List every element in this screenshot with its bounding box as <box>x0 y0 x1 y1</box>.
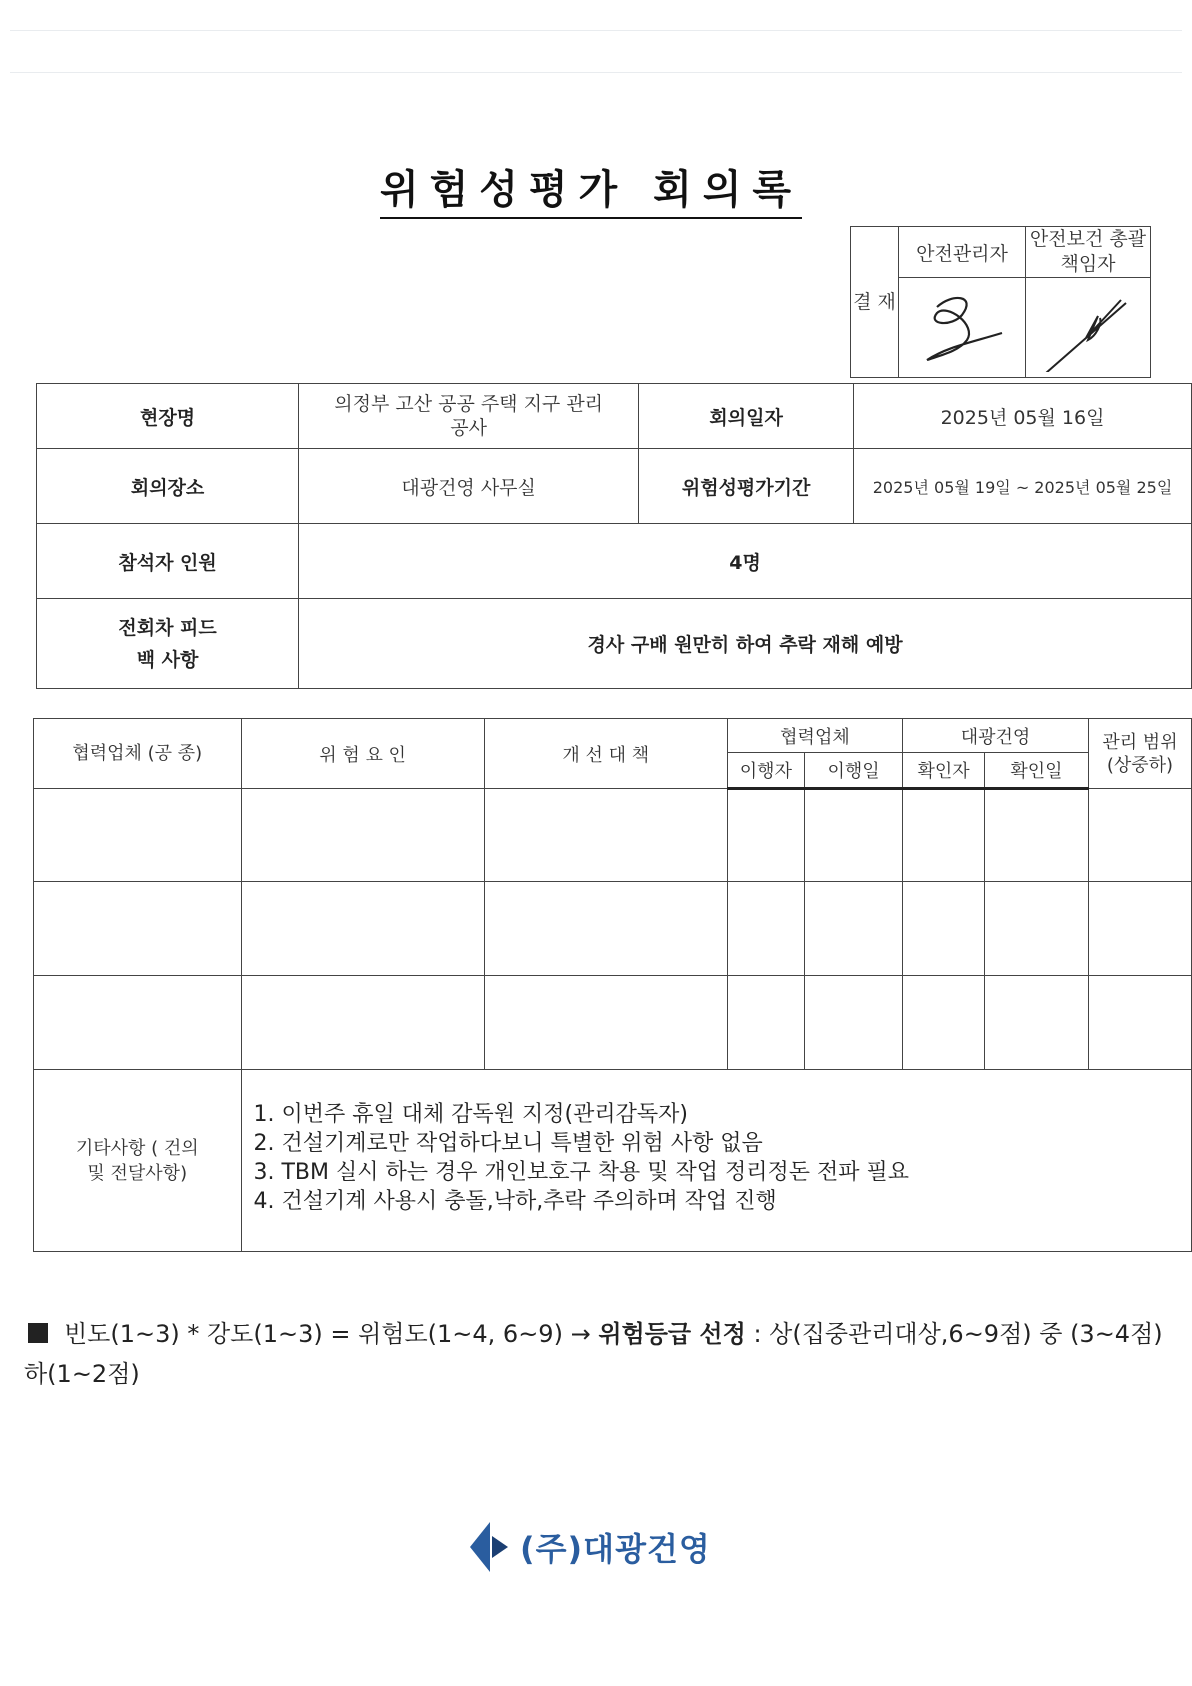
table-cell <box>903 882 985 976</box>
sub-date-header: 이행일 <box>804 753 902 789</box>
table-cell <box>34 882 242 976</box>
company-logo <box>468 1520 711 1574</box>
attendees-label: 참석자 인원 <box>37 524 299 599</box>
col-measure-header: 개 선 대 책 <box>484 719 727 789</box>
date-label: 회의일자 <box>639 384 854 449</box>
table-cell <box>484 789 727 882</box>
risk-grade-formula <box>24 1314 1164 1394</box>
table-cell <box>804 789 902 882</box>
col-partner-header: 협력업체 (공 종) <box>34 719 242 789</box>
table-cell <box>34 789 242 882</box>
note-item: 2. 건설기계로만 작업하다보니 특별한 위험 사항 없음 <box>253 1131 763 1156</box>
approval-side-label: 결 재 <box>851 227 899 378</box>
page-title: 위험성평가 회의록 <box>380 158 802 219</box>
approval-col-safety-manager: 안전관리자 <box>899 227 1026 278</box>
signature-icon <box>1026 278 1150 372</box>
sub-checker-header: 확인자 <box>903 753 985 789</box>
site-label: 현장명 <box>37 384 299 449</box>
table-row <box>34 882 1192 976</box>
table-cell <box>241 882 484 976</box>
table-cell <box>804 882 902 976</box>
table-cell <box>985 976 1089 1070</box>
table-cell <box>484 882 727 976</box>
table-cell <box>727 789 804 882</box>
table-cell <box>241 976 484 1070</box>
signature-general-manager <box>1026 278 1151 378</box>
notes-content <box>241 1070 1192 1252</box>
table-row <box>34 976 1192 1070</box>
site-value: 의정부 고산 공공 주택 지구 관리 공사 <box>299 384 639 449</box>
notes-label: 기타사항 ( 건의 및 전달사항) <box>34 1070 242 1252</box>
sub-checkdate-header: 확인일 <box>985 753 1089 789</box>
feedback-label: 전회차 피드백 사항 <box>37 599 299 689</box>
table-cell <box>985 789 1089 882</box>
table-cell <box>484 976 727 1070</box>
table-cell <box>903 976 985 1070</box>
place-value: 대광건영 사무실 <box>299 449 639 524</box>
approval-col-general-manager: 안전보건 총괄책임자 <box>1026 227 1151 278</box>
table-cell <box>1088 789 1191 882</box>
period-value: 2025년 05월 19일 ~ 2025년 05월 25일 <box>854 449 1192 524</box>
col-factor-header: 위 험 요 인 <box>241 719 484 789</box>
sub-doer-header: 이행자 <box>727 753 804 789</box>
logo-text: (주)대광건영 <box>520 1530 711 1568</box>
date-value: 2025년 05월 16일 <box>854 384 1192 449</box>
group-company-header: 대광건영 <box>903 719 1089 753</box>
note-item: 1. 이번주 휴일 대체 감독원 지정(관리감독자) <box>253 1102 688 1127</box>
signature-safety-manager <box>899 278 1026 378</box>
signature-icon <box>907 285 1017 365</box>
approval-box <box>850 226 1151 378</box>
table-cell <box>1088 976 1191 1070</box>
table-row <box>34 789 1192 882</box>
scan-line <box>10 30 1182 31</box>
attendees-value: 4명 <box>299 524 1192 599</box>
feedback-value: 경사 구배 원만히 하여 추락 재해 예방 <box>299 599 1192 689</box>
note-item: 4. 건설기계 사용시 충돌,낙하,추락 주의하며 작업 진행 <box>253 1189 777 1214</box>
square-bullet-icon <box>28 1323 48 1343</box>
table-cell <box>241 789 484 882</box>
formula-text: 빈도(1~3) * 강도(1~3) = 위험도(1~4, 6~9) → <box>64 1320 591 1348</box>
notes-list <box>254 1100 1192 1216</box>
meeting-info-table <box>36 383 1192 689</box>
table-cell <box>903 789 985 882</box>
table-cell <box>985 882 1089 976</box>
note-item: 3. TBM 실시 하는 경우 개인보호구 착용 및 작업 정리정돈 전파 필요 <box>253 1160 909 1185</box>
period-label: 위험성평가기간 <box>639 449 854 524</box>
table-cell <box>1088 882 1191 976</box>
table-cell <box>727 882 804 976</box>
group-partner-header: 협력업체 <box>727 719 902 753</box>
risk-assessment-table <box>33 718 1192 1252</box>
formula-bold: 위험등급 선정 <box>598 1320 746 1348</box>
table-cell <box>804 976 902 1070</box>
col-manage-header: 관리 범위 (상중하) <box>1088 719 1191 789</box>
table-cell <box>727 976 804 1070</box>
place-label: 회의장소 <box>37 449 299 524</box>
logo-mark-icon <box>468 1520 510 1574</box>
scan-line <box>10 72 1182 73</box>
formula-grades: : 상(집중관리대상,6~9점) 중 (3~4점) 하(1~2점) <box>24 1320 1163 1388</box>
table-cell <box>34 976 242 1070</box>
